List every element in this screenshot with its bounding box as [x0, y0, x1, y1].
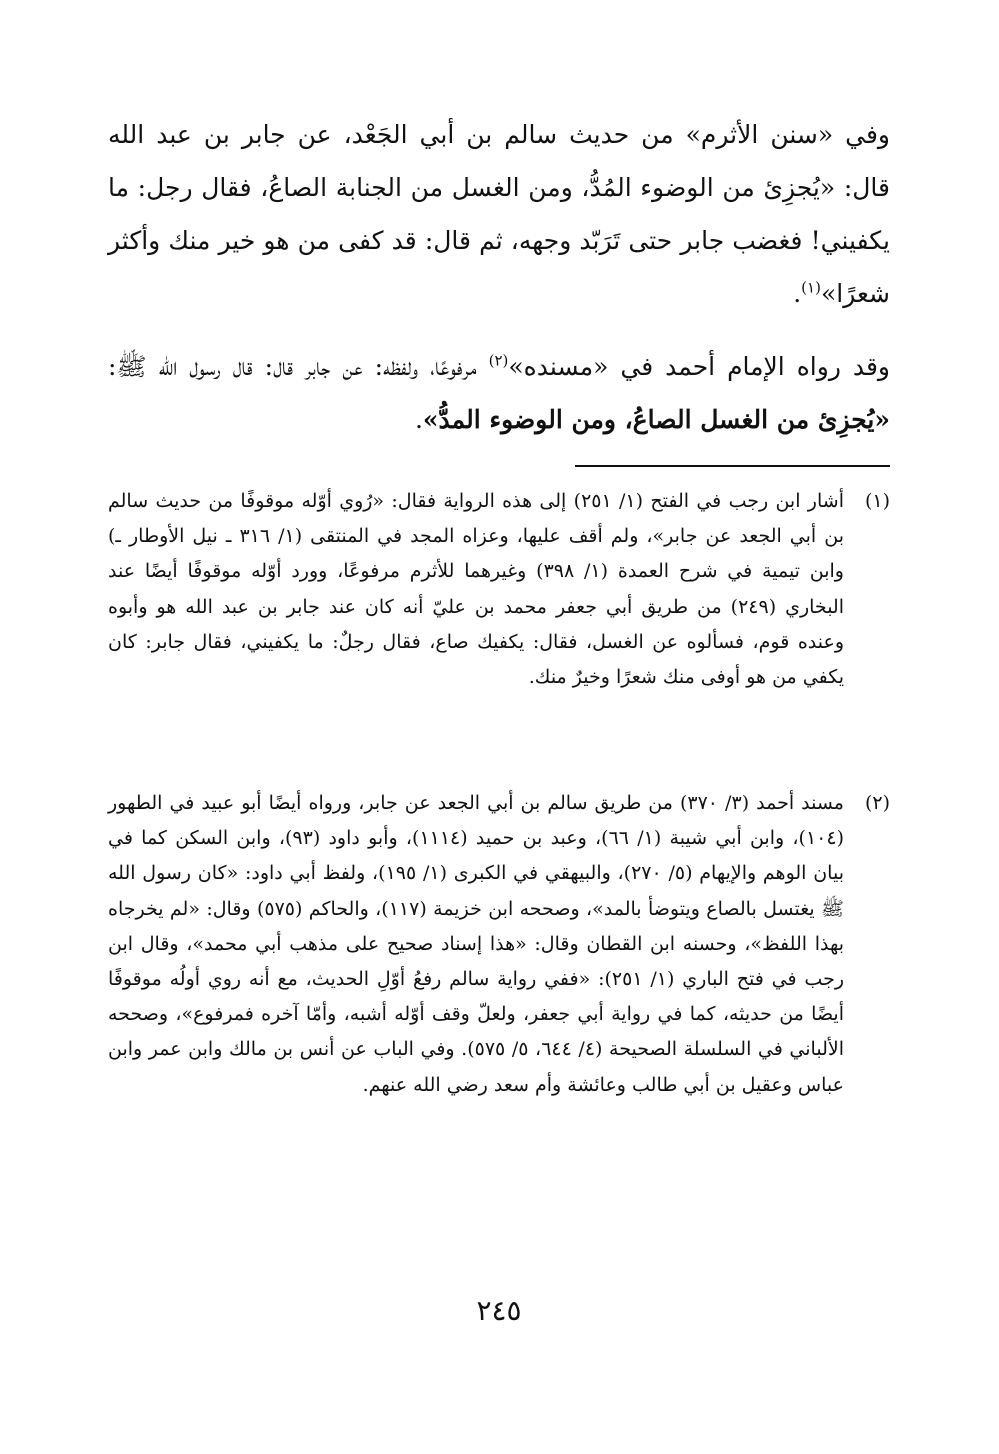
hadith-quote: «يُجزِئ من الغسل الصاعُ، ومن الوضوء المدُّ» [422, 405, 890, 434]
main-text [108, 108, 890, 446]
footnote-separator [575, 465, 890, 467]
footnote-text: أشار ابن رجب في الفتح (١/ ٢٥١) إلى هذه الرواية فقال: «رُوي أوّله موقوفًا من حديث سالم بن أبي الجعد عن جابر»، ولم أقف عليها، وعزاه المجد في المنتقى (١/ ٣١٦ ـ نيل الأوطار ـ) وابن تيمية في شرح العمدة (١/ ٣٩٨) وغيرهما للأثرم مرفوعًا، وورد أوّله موقوفًا أيضًا عند البخاري (٢٤٩) من طريق أبي جعفر محمد بن عليّ أنه كان عند جابر بن عبد الله هو وأبوه وعنده قوم، فسألوه عن الغسل، فقال: يكفيك صاع، فقال رجلٌ: ما يكفيني، فقال جابر: كان يكفي من هو أوفى منك شعرًا وخيرٌ منك. [108, 490, 844, 689]
paragraph-2-period: . [414, 405, 423, 434]
footnote-2 [108, 786, 890, 1278]
footnote-text: مسند أحمد (٣/ ٣٧٠) من طريق سالم بن أبي الجعد عن جابر، ورواه أيضًا أبو عبيد في الطهور (١٠٤)، وابن أبي شيبة (١/ ٦٦)، وعبد بن حميد (١١١٤)، وأبو داود (٩٣)، وابن السكن كما في بيان الوهم والإيهام (٥/ ٢٧٠)، والبيهقي في الكبرى (١/ ١٩٥)، ولفظ أبي داود: «كان رسول الله ﷺ يغتسل بالصاع ويتوضأ بالمد»، وصححه ابن خزيمة (١١٧)، والحاكم (٥٧٥) وقال: «لم يخرجاه بهذا اللفظ»، وحسنه ابن القطان وقال: «هذا إسناد صحيح على مذهب أبي محمد»، وقال ابن رجب في فتح الباري (١/ ٢٥١): «ففي رواية سالم رفعُ أوّلِ الحديث، مع أنه روي أولُه موقوفًا أيضًا من حديثه، كما في رواية أبي جعفر، ولعلّ وقف أوّله أشبه، وأمّا آخره فمرفوع»، وصححه الألباني في السلسلة الصحيحة (٤/ ٦٤٤، ٥/ ٥٧٥). وفي الباب عن أنس بن مالك وابن عمر وابن عباس وعقيل بن أبي طالب وعائشة وأم سعد رضي الله عنهم. [108, 792, 844, 1096]
paragraph-1 [108, 108, 890, 320]
page-number: ٢٤٥ [476, 1294, 522, 1327]
footnote-number: (٢) [864, 792, 890, 814]
footnote-ref-1[interactable]: (١) [801, 278, 821, 297]
book-page [108, 108, 891, 1327]
paragraph-1-period: . [793, 279, 802, 308]
footnote-1 [108, 484, 890, 764]
footnote-number: (١) [864, 490, 890, 512]
paragraph-2-lead: وقد رواه الإمام أحمد في «مسنده» [508, 352, 891, 381]
paragraph-2-mid: مرفوعًا، ولفظه: عن جابر قال: قال رسول الله ﷺ: [108, 352, 489, 381]
paragraph-1-text: وفي «سنن الأثرم» من حديث سالم بن أبي الجَعْد، عن جابر بن عبد الله قال: «يُجزِئ من الوضوء المُدُّ، ومن الغسل من الجنابة الصاعُ، فقال رجل: ما يكفيني! فغضب جابر حتى تَرَبّد وجهه، ثم قال: قد كفى من هو خير منك وأكثر شعرًا» [108, 120, 890, 308]
footnote-ref-2[interactable]: (٢) [488, 351, 509, 370]
paragraph-2 [108, 340, 890, 446]
footnotes [108, 484, 890, 1278]
